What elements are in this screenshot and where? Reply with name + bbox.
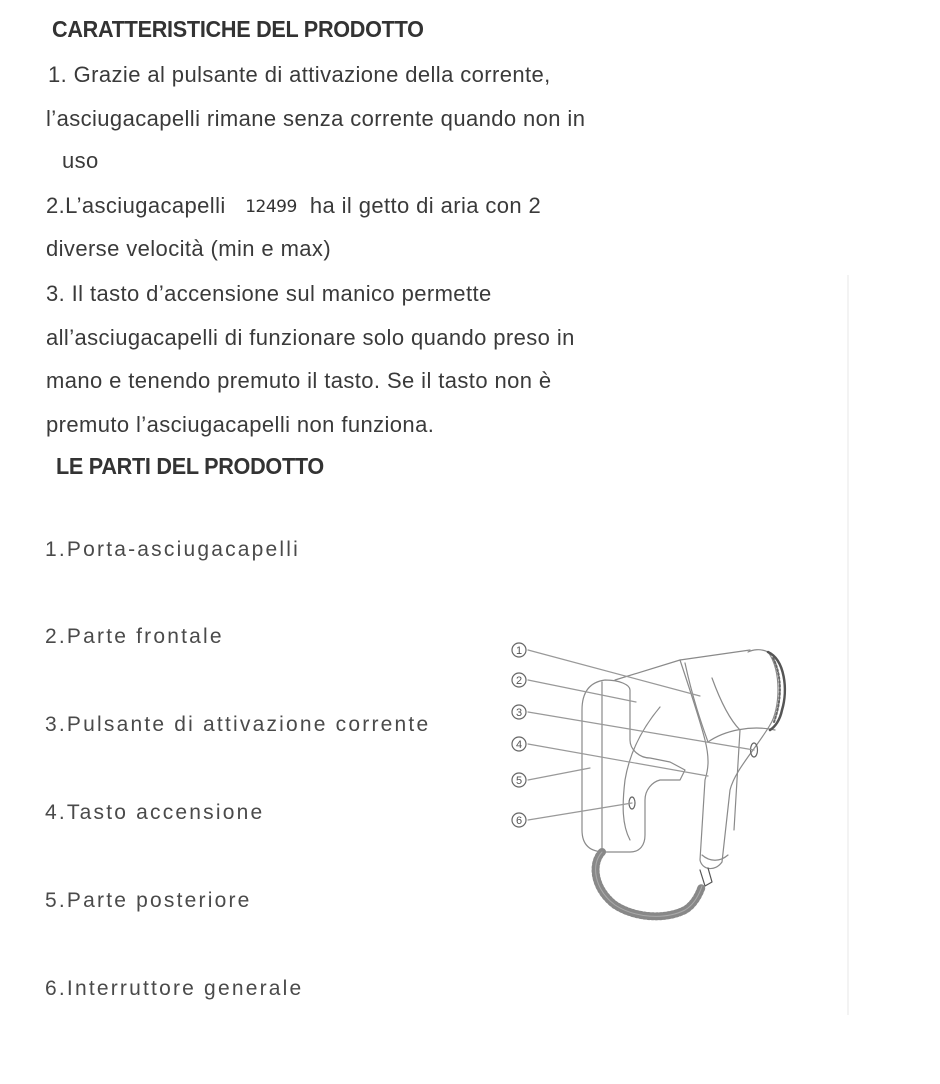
- parts-heading: LE PARTI DEL PRODOTTO: [56, 453, 324, 479]
- coiled-cord: [596, 852, 702, 916]
- leader-line-5: [528, 768, 590, 780]
- features-line: l’asciugacapelli rimane senza corrente quando non in: [46, 106, 586, 131]
- part-item: 5.Parte posteriore: [45, 889, 252, 912]
- marker-4: 4: [515, 739, 523, 751]
- marker-6: 6: [515, 815, 523, 827]
- holder-outline: [582, 680, 685, 852]
- hair-dryer-diagram: [490, 630, 800, 930]
- marker-1: 1: [515, 645, 523, 657]
- features-line: 3. Il tasto d’accensione sul manico permette: [46, 281, 492, 306]
- line-suffix: ha il getto di aria con 2: [309, 193, 542, 218]
- marker-5: 5: [515, 775, 523, 787]
- features-heading: CARATTERISTICHE DEL PRODOTTO: [52, 16, 424, 42]
- features-line: premuto l’asciugacapelli non funziona.: [46, 412, 435, 437]
- part-item: 3.Pulsante di attivazione corrente: [45, 713, 431, 736]
- features-line: mano e tenendo premuto il tasto. Se il tasto non è: [46, 368, 552, 393]
- part-item: 1.Porta-asciugacapelli: [45, 538, 301, 561]
- features-line-model: [46, 193, 541, 219]
- leader-line-4: [528, 744, 708, 776]
- leader-line-1: [528, 650, 700, 696]
- holder-curve: [623, 707, 660, 840]
- part-item: 6.Interruttore generale: [45, 977, 304, 1000]
- scan-artifact-line: [847, 275, 849, 1015]
- leader-line-2: [528, 680, 636, 702]
- line-prefix: 2.L’asciugacapelli: [46, 193, 226, 218]
- model-code: 12499: [245, 197, 297, 217]
- leader-line-6: [528, 803, 632, 820]
- part-item: 2.Parte frontale: [45, 625, 224, 648]
- features-line: 1. Grazie al pulsante di attivazione della corrente,: [48, 62, 551, 87]
- features-line: diverse velocità (min e max): [46, 236, 332, 261]
- dryer-body: [680, 650, 778, 869]
- marker-3: 3: [515, 707, 523, 719]
- features-line: uso: [62, 148, 99, 173]
- part-item: 4.Tasto accensione: [45, 801, 265, 824]
- features-line: all’asciugacapelli di funzionare solo quando preso in: [46, 325, 575, 350]
- marker-2: 2: [515, 675, 523, 687]
- leader-line-3: [528, 712, 754, 750]
